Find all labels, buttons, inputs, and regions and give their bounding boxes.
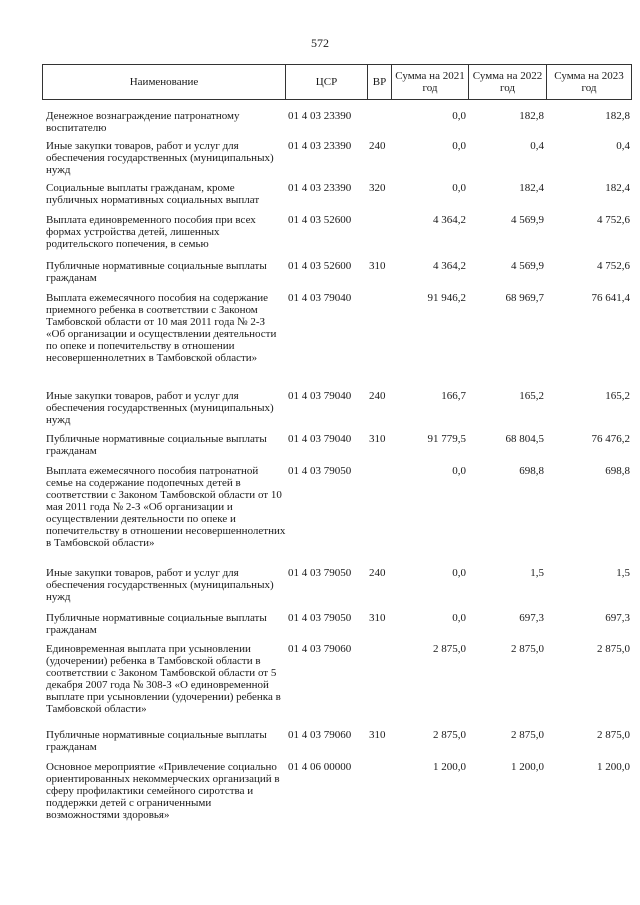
row-csr: 01 4 03 79040 — [288, 292, 352, 304]
row-sum-2023: 182,8 — [605, 110, 630, 122]
row-vr: 240 — [369, 567, 386, 579]
row-vr: 240 — [369, 140, 386, 152]
row-name: Единовременная выплата при усыновлении (удочерении) ребенка в Тамбовской области в соответствии с Законом Тамбовской области от 5 декабря 2007 года № 308-З «О единовременной выплате при усыновлении (удочерении) ребенка в Тамбовской области» — [46, 643, 281, 715]
row-sum-2022: 68 804,5 — [505, 433, 544, 445]
row-csr: 01 4 03 52600 — [288, 260, 352, 272]
header-sum-2021: Сумма на 2021 год — [391, 64, 468, 100]
row-sum-2021: 1 200,0 — [433, 761, 466, 773]
row-name: Публичные нормативные социальные выплаты гражданам — [46, 433, 267, 457]
row-sum-2021: 2 875,0 — [433, 643, 466, 655]
row-sum-2023: 0,4 — [616, 140, 630, 152]
row-name: Социальные выплаты гражданам, кроме публичных нормативных социальных выплат — [46, 182, 260, 206]
row-sum-2022: 4 569,9 — [511, 214, 544, 226]
row-sum-2022: 165,2 — [519, 390, 544, 402]
row-name: Иные закупки товаров, работ и услуг для обеспечения государственных (муниципальных) нужд — [46, 390, 274, 426]
row-sum-2023: 76 476,2 — [591, 433, 630, 445]
row-name: Иные закупки товаров, работ и услуг для обеспечения государственных (муниципальных) нужд — [46, 140, 274, 176]
row-sum-2021: 166,7 — [441, 390, 466, 402]
row-csr: 01 4 03 79050 — [288, 465, 352, 477]
row-sum-2021: 0,0 — [452, 110, 466, 122]
row-sum-2022: 2 875,0 — [511, 729, 544, 741]
row-sum-2023: 76 641,4 — [591, 292, 630, 304]
row-sum-2023: 1,5 — [616, 567, 630, 579]
header-csr: ЦСР — [285, 64, 367, 100]
row-vr: 320 — [369, 182, 386, 194]
row-vr: 310 — [369, 260, 386, 272]
row-sum-2023: 2 875,0 — [597, 643, 630, 655]
row-csr: 01 4 03 79050 — [288, 567, 352, 579]
row-csr: 01 4 03 79040 — [288, 433, 352, 445]
row-csr: 01 4 03 23390 — [288, 182, 352, 194]
row-vr: 310 — [369, 729, 386, 741]
row-csr: 01 4 06 00000 — [288, 761, 352, 773]
row-sum-2021: 0,0 — [452, 140, 466, 152]
page-number: 572 — [311, 36, 329, 50]
row-sum-2021: 91 779,5 — [427, 433, 466, 445]
row-sum-2022: 2 875,0 — [511, 643, 544, 655]
row-name: Публичные нормативные социальные выплаты гражданам — [46, 612, 267, 636]
row-csr: 01 4 03 79040 — [288, 390, 352, 402]
row-name: Денежное вознаграждение патронатному воспитателю — [46, 110, 240, 134]
row-csr: 01 4 03 52600 — [288, 214, 352, 226]
row-sum-2022: 698,8 — [519, 465, 544, 477]
row-name: Выплата единовременного пособия при всех формах устройства детей, лишенных родительского попечения, в семью — [46, 214, 256, 250]
row-name: Иные закупки товаров, работ и услуг для обеспечения государственных (муниципальных) нужд — [46, 567, 274, 603]
row-sum-2021: 2 875,0 — [433, 729, 466, 741]
row-sum-2021: 91 946,2 — [427, 292, 466, 304]
row-sum-2023: 4 752,6 — [597, 260, 630, 272]
header-sum-2022: Сумма на 2022 год — [468, 64, 546, 100]
row-sum-2023: 165,2 — [605, 390, 630, 402]
row-name: Основное мероприятие «Привлечение социально ориентированных некоммерческих организаций в сферу профилактики семейного сиротства и поддержки детей с ограниченными возможностями здоровья» — [46, 761, 280, 821]
row-sum-2023: 698,8 — [605, 465, 630, 477]
row-sum-2023: 2 875,0 — [597, 729, 630, 741]
row-sum-2022: 182,8 — [519, 110, 544, 122]
row-csr: 01 4 03 79060 — [288, 729, 352, 741]
row-vr: 310 — [369, 433, 386, 445]
row-sum-2021: 0,0 — [452, 567, 466, 579]
row-sum-2022: 1,5 — [530, 567, 544, 579]
row-sum-2023: 4 752,6 — [597, 214, 630, 226]
row-csr: 01 4 03 79050 — [288, 612, 352, 624]
row-name: Выплата ежемесячного пособия патронатной семье на содержание подопечных детей в соответствии с Законом Тамбовской области от 10 мая 2011 года № 2-З «Об организации и осуществлении деятельности по опеке и попечительству в отношении несовершеннолетних в Тамбовской области» — [46, 465, 286, 549]
row-sum-2022: 1 200,0 — [511, 761, 544, 773]
row-sum-2022: 0,4 — [530, 140, 544, 152]
row-csr: 01 4 03 23390 — [288, 110, 352, 122]
row-sum-2023: 1 200,0 — [597, 761, 630, 773]
row-sum-2023: 697,3 — [605, 612, 630, 624]
row-sum-2022: 68 969,7 — [505, 292, 544, 304]
row-name: Выплата ежемесячного пособия на содержание приемного ребенка в соответствии с Законом Тамбовской области от 10 мая 2011 года № 2-З «Об организации и осуществлении деятельности по опеке и попечительству в отношении несовершеннолетних в Тамбовской области» — [46, 292, 277, 364]
row-csr: 01 4 03 79060 — [288, 643, 352, 655]
row-sum-2022: 4 569,9 — [511, 260, 544, 272]
row-sum-2023: 182,4 — [605, 182, 630, 194]
row-vr: 310 — [369, 612, 386, 624]
row-csr: 01 4 03 23390 — [288, 140, 352, 152]
row-sum-2021: 0,0 — [452, 465, 466, 477]
row-name: Публичные нормативные социальные выплаты гражданам — [46, 729, 267, 753]
row-sum-2022: 697,3 — [519, 612, 544, 624]
row-sum-2021: 0,0 — [452, 182, 466, 194]
header-name: Наименование — [42, 64, 285, 100]
row-sum-2021: 0,0 — [452, 612, 466, 624]
header-sum-2023: Сумма на 2023 год — [546, 64, 632, 100]
row-name: Публичные нормативные социальные выплаты гражданам — [46, 260, 267, 284]
row-sum-2022: 182,4 — [519, 182, 544, 194]
row-vr: 240 — [369, 390, 386, 402]
row-sum-2021: 4 364,2 — [433, 260, 466, 272]
header-vr: ВР — [367, 64, 391, 100]
row-sum-2021: 4 364,2 — [433, 214, 466, 226]
